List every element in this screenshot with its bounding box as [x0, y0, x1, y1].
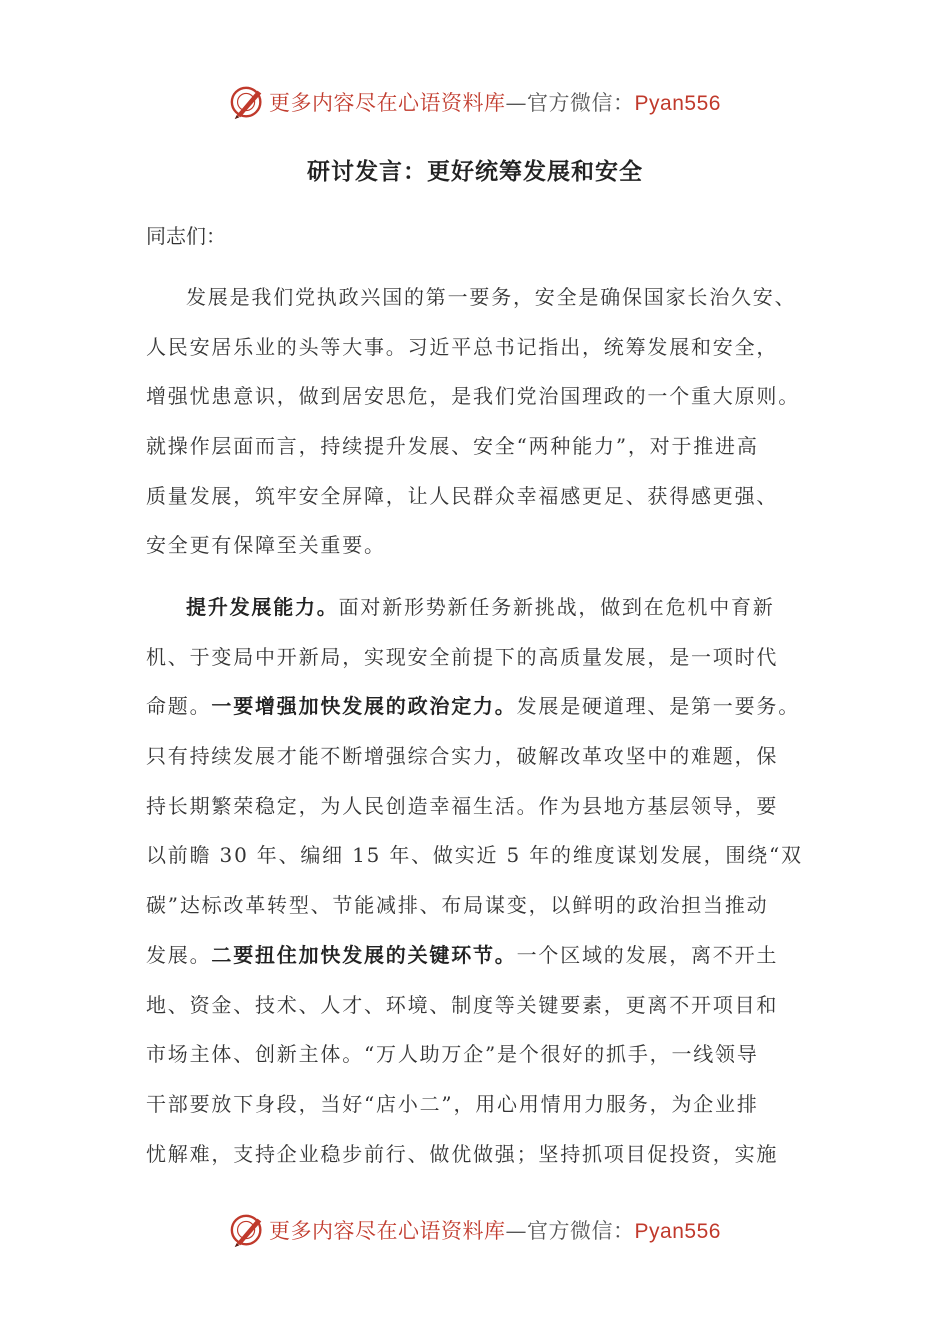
- subsection-heading: 二要扭住加快发展的关键环节。: [211, 942, 517, 967]
- paragraph-line: 忧解难，支持企业稳步前行、做优做强；坚持抓项目促投资，实施: [146, 1141, 779, 1166]
- paragraph-line: [146, 682, 830, 732]
- paragraph-line: 以前瞻 30 年、编细 15 年、做实近 5 年的维度谋划发展，围绕“双: [146, 843, 803, 868]
- paragraph-1: [146, 273, 830, 571]
- watermark-wechat-label: 官方微信：: [527, 1219, 635, 1243]
- paragraph-line: 只有持续发展才能不断增强综合实力，破解改革攻坚中的难题，保: [146, 744, 779, 769]
- watermark-dash: —: [505, 1219, 528, 1243]
- watermark-wechat-id: Pyan556: [634, 92, 721, 115]
- watermark-dash: —: [505, 91, 528, 115]
- watermark-text: [269, 87, 721, 117]
- paragraph-line: 发展是我们党执政兴国的第一要务，安全是确保国家长治久安、: [186, 285, 797, 309]
- greeting: 同志们：: [146, 224, 226, 248]
- footer-watermark-banner: [0, 1210, 950, 1250]
- paragraph-line: 安全更有保障至关重要。: [146, 533, 386, 558]
- paragraph-line: 地、资金、技术、人才、环境、制度等关键要素，更离不开项目和: [146, 992, 779, 1017]
- paragraph-line: 质量发展，筑牢安全屏障，让人民群众幸福感更足、获得感更强、: [146, 483, 779, 508]
- watermark-text: [269, 1215, 721, 1245]
- header-watermark-banner: [0, 82, 950, 122]
- paragraph-line: 就操作层面而言，持续提升发展、安全“两种能力”，对于推进高: [146, 434, 759, 459]
- paragraph-text: 发展是硬道理、是第一要务。: [516, 694, 801, 719]
- document-title: 研讨发言：更好统筹发展和安全: [307, 159, 643, 185]
- paragraph-line: 持长期繁荣稳定，为人民创造幸福生活。作为县地方基层领导，要: [146, 793, 779, 818]
- paragraph-text: 命题。: [146, 694, 212, 719]
- paragraph-line: 人民安居乐业的头等大事。习近平总书记指出，统筹发展和安全，: [146, 334, 779, 359]
- pen-logo-icon: [229, 1211, 267, 1249]
- paragraph-line: [146, 931, 830, 981]
- watermark-wechat-id: Pyan556: [634, 1220, 721, 1243]
- section-heading: 提升发展能力。: [186, 595, 339, 619]
- watermark-wechat-label: 官方微信：: [527, 91, 635, 115]
- subsection-heading: 一要增强加快发展的政治定力。: [211, 694, 517, 719]
- pen-logo-icon: [229, 83, 267, 121]
- paragraph-line: 市场主体、创新主体。“万人助万企”是个很好的抓手，一线领导: [146, 1042, 759, 1067]
- paragraph-text: 面对新形势新任务新挑战，做到在危机中育新: [338, 595, 775, 619]
- paragraph-2: [146, 583, 830, 1179]
- paragraph-line: 机、于变局中开新局，实现安全前提下的高质量发展，是一项时代: [146, 644, 779, 669]
- paragraph-line: 干部要放下身段，当好“店小二”，用心用情用力服务，为企业排: [146, 1091, 759, 1116]
- paragraph-line: 增强忧患意识，做到居安思危，是我们党治国理政的一个重大原则。: [146, 384, 800, 409]
- paragraph-text: 发展。: [146, 942, 212, 967]
- watermark-main: 更多内容尽在心语资料库: [269, 1219, 506, 1243]
- paragraph-line: 碳”达标改革转型、节能减排、布局谋变，以鲜明的政治担当推动: [146, 893, 769, 918]
- watermark-main: 更多内容尽在心语资料库: [269, 91, 506, 115]
- paragraph-line: [146, 583, 830, 633]
- paragraph-text: 一个区域的发展，离不开土: [516, 942, 779, 967]
